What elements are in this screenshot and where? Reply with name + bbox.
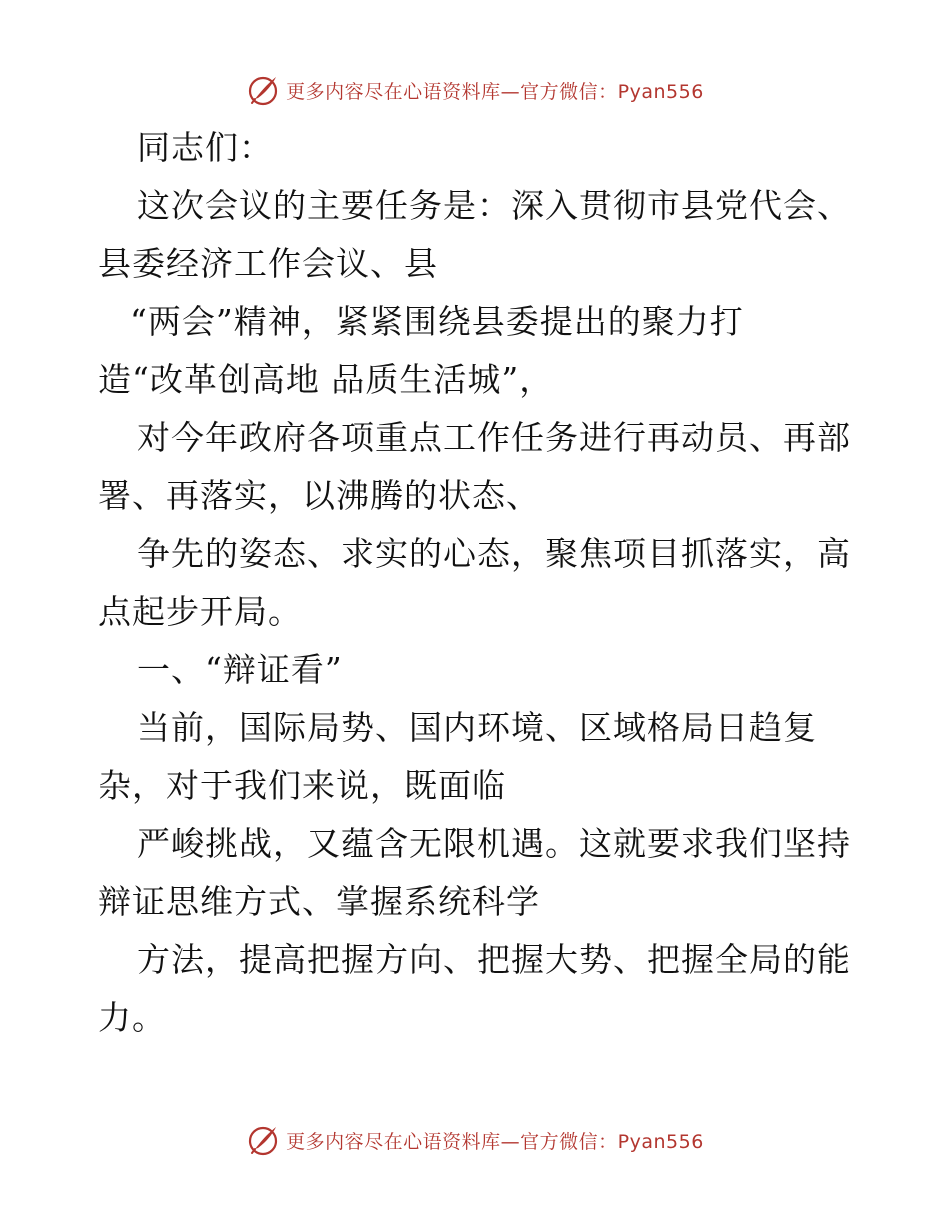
paragraph-line: 争先的姿态、求实的心态，聚焦项目抓落实，高: [137, 534, 851, 573]
footer-banner: [0, 1123, 950, 1157]
paragraph-line: 造“改革创高地 品质生活城”，: [98, 360, 554, 399]
paragraph-line: “两会”精神，紧紧围绕县委提出的聚力打: [130, 302, 744, 341]
paragraph-line: 这次会议的主要任务是：深入贯彻市县党代会、: [137, 186, 851, 225]
paragraph-line: 点起步开局。: [98, 592, 302, 631]
quill-pen-logo-icon: [246, 73, 280, 107]
banner-text: 更多内容尽在心语资料库—官方微信：Pyan556: [286, 1130, 704, 1153]
salutation: 同志们：: [137, 128, 273, 167]
paragraph-line: 署、再落实，以沸腾的状态、: [98, 476, 540, 515]
section-heading: 一、“辩证看”: [137, 650, 343, 689]
paragraph-line: 严峻挑战，又蕴含无限机遇。这就要求我们坚持: [137, 824, 851, 863]
paragraph-line: 辩证思维方式、掌握系统科学: [98, 882, 540, 921]
paragraph-line: 县委经济工作会议、县: [98, 244, 438, 283]
paragraph-line: 力。: [98, 998, 166, 1037]
paragraph-line: 当前，国际局势、国内环境、区域格局日趋复: [137, 708, 817, 747]
paragraph-line: 杂，对于我们来说，既面临: [98, 766, 506, 805]
paragraph-line: 对今年政府各项重点工作任务进行再动员、再部: [137, 418, 851, 457]
quill-pen-logo-icon: [246, 1123, 280, 1157]
paragraph-line: 方法，提高把握方向、把握大势、把握全局的能: [137, 940, 851, 979]
header-banner: [0, 73, 950, 107]
banner-text: 更多内容尽在心语资料库—官方微信：Pyan556: [286, 80, 704, 103]
